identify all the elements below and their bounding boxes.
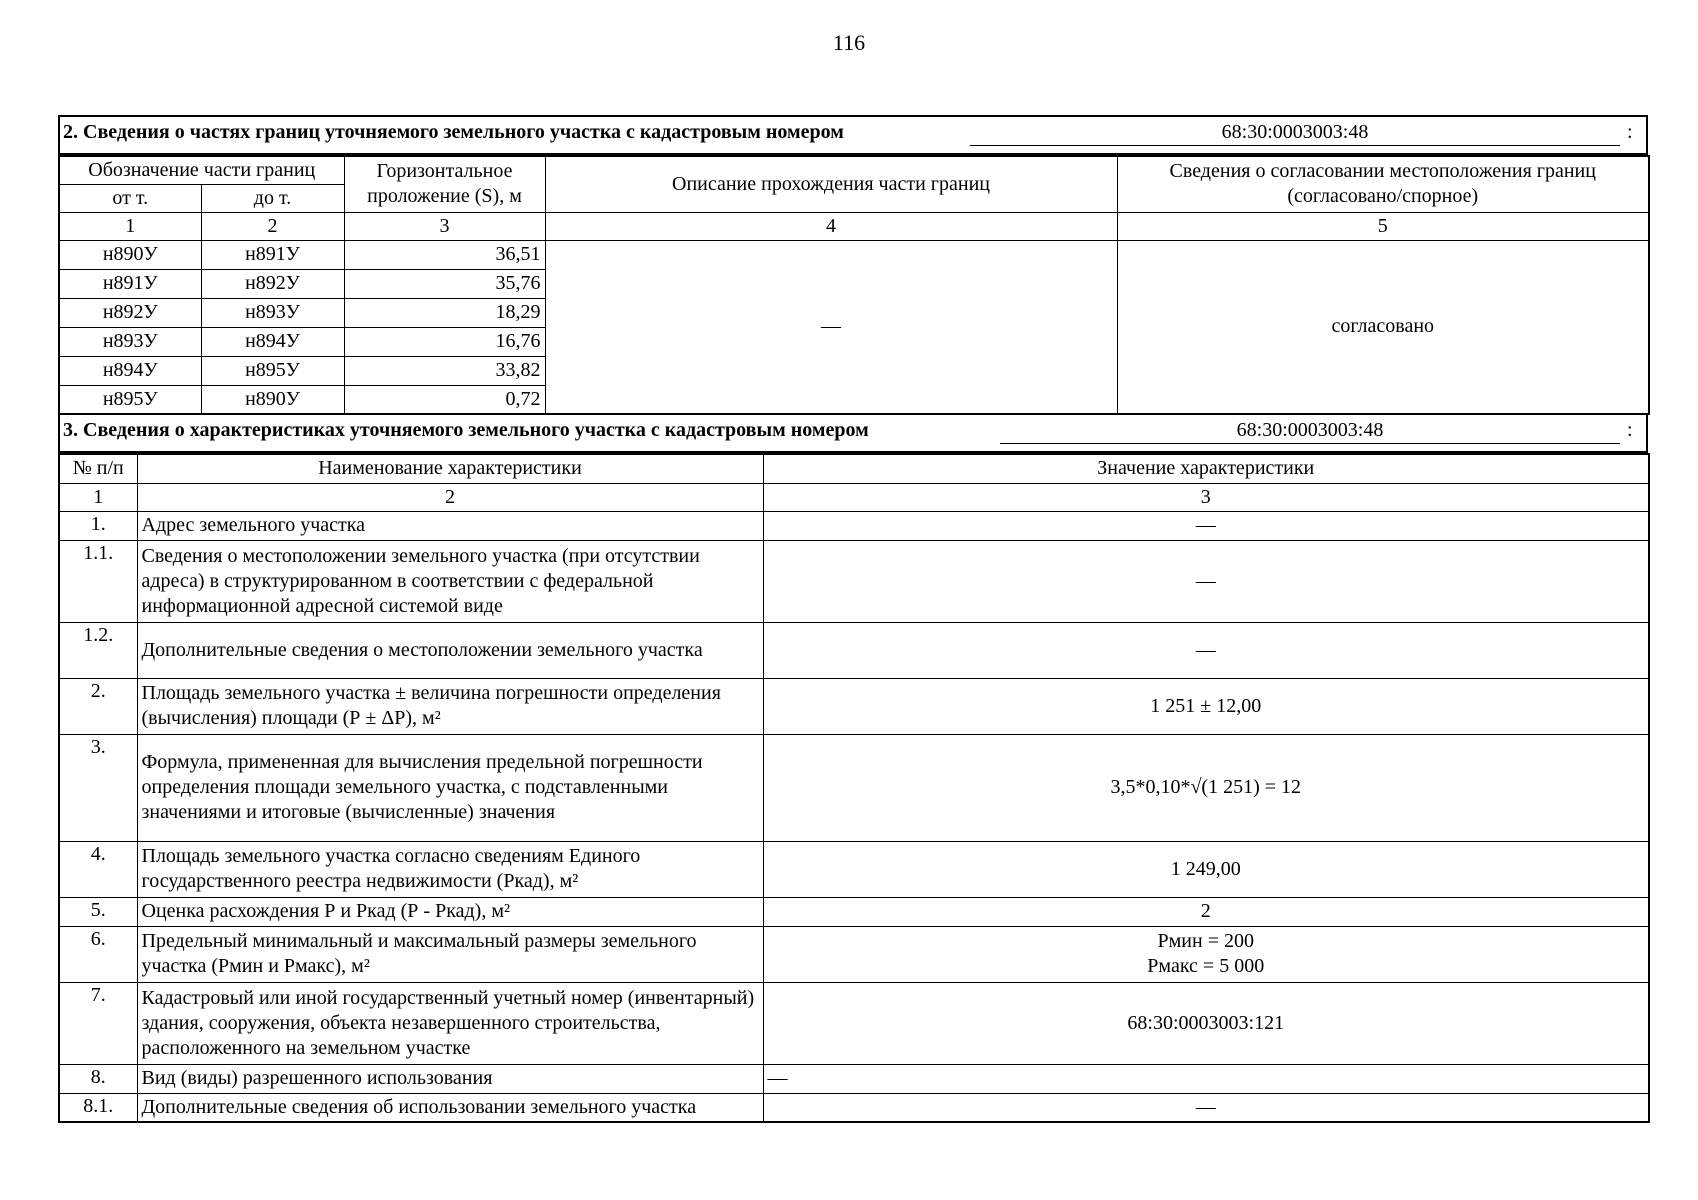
section2-cadastral-number: 68:30:0003003:48: [970, 119, 1620, 146]
characteristic-value: —: [763, 511, 1649, 540]
section2-title: 2. Сведения о частях границ уточняемого земельного участка с кадастровым номером: [63, 121, 844, 143]
characteristic-value: 1 249,00: [763, 841, 1649, 897]
table-row: [59, 240, 1649, 269]
characteristic-name: Дополнительные сведения об использовании земельного участка: [137, 1093, 763, 1122]
horizontal-distance: 33,82: [344, 356, 545, 385]
point-to: н894У: [201, 327, 344, 356]
characteristic-value-pair: [763, 926, 1649, 982]
horizontal-distance: 18,29: [344, 298, 545, 327]
table-row: [59, 734, 1649, 841]
row-number: 2.: [59, 678, 137, 734]
row-number: 4.: [59, 841, 137, 897]
header-name: Наименование характеристики: [137, 454, 763, 483]
approval-value: согласовано: [1117, 240, 1649, 414]
characteristic-name: Кадастровый или иной государственный учетный номер (инвентарный) здания, сооружения, объекта незавершенного строительства, расположенного на земельном участке: [137, 982, 763, 1064]
characteristic-value: 3,5*0,10*√(1 251) = 12: [763, 734, 1649, 841]
characteristic-name: Вид (виды) разрешенного использования: [137, 1064, 763, 1093]
characteristic-value: 2: [763, 897, 1649, 926]
section3-cadastral-number: 68:30:0003003:48: [1000, 417, 1620, 444]
header-designation: Обозначение части границ: [59, 156, 344, 184]
row-number: 6.: [59, 926, 137, 982]
characteristic-name: Дополнительные сведения о местоположении земельного участка: [137, 622, 763, 678]
description-value: —: [545, 240, 1117, 414]
characteristic-name: Площадь земельного участка согласно сведениям Единого государственного реестра недвижимости (Ркад), м²: [137, 841, 763, 897]
point-to: н892У: [201, 269, 344, 298]
row-number: 1.2.: [59, 622, 137, 678]
document-frame: [58, 115, 1648, 1123]
characteristic-value: 1 251 ± 12,00: [763, 678, 1649, 734]
col-number-2: 2: [137, 483, 763, 511]
characteristic-name: Площадь земельного участка ± величина погрешности определения (вычисления) площади (Р ± ΔР), м²: [137, 678, 763, 734]
characteristic-value: —: [763, 1093, 1649, 1122]
col-number-1: 1: [59, 212, 201, 240]
section3-title-row: [58, 415, 1648, 453]
col-number-3: 3: [763, 483, 1649, 511]
point-to: н890У: [201, 385, 344, 414]
header-approval: Сведения о согласовании местоположения границ (согласовано/спорное): [1117, 156, 1649, 212]
horizontal-distance: 36,51: [344, 240, 545, 269]
col-number-3: 3: [344, 212, 545, 240]
col-number-2: 2: [201, 212, 344, 240]
point-from: н891У: [59, 269, 201, 298]
characteristic-name: Оценка расхождения Р и Ркад (Р - Ркад), м²: [137, 897, 763, 926]
point-to: н895У: [201, 356, 344, 385]
point-from: н893У: [59, 327, 201, 356]
col-number-4: 4: [545, 212, 1117, 240]
table-row: [59, 841, 1649, 897]
point-from: н892У: [59, 298, 201, 327]
min-size-value: Рмин = 200: [1157, 930, 1254, 952]
characteristic-value: —: [763, 1064, 1649, 1093]
col-number-1: 1: [59, 483, 137, 511]
point-to: н893У: [201, 298, 344, 327]
row-number: 8.1.: [59, 1093, 137, 1122]
horizontal-distance: 35,76: [344, 269, 545, 298]
section2-colon: :: [1627, 121, 1633, 143]
characteristic-name: Предельный минимальный и максимальный размеры земельного участка (Рмин и Рмакс), м²: [137, 926, 763, 982]
horizontal-distance: 16,76: [344, 327, 545, 356]
header-value: Значение характеристики: [763, 454, 1649, 483]
table-row: [59, 511, 1649, 540]
section2-table: [58, 155, 1650, 415]
table-row: [59, 982, 1649, 1064]
header-to: до т.: [201, 184, 344, 212]
characteristic-value: —: [763, 622, 1649, 678]
row-number: 1.1.: [59, 540, 137, 622]
horizontal-distance: 0,72: [344, 385, 545, 414]
point-from: н894У: [59, 356, 201, 385]
header-from: от т.: [59, 184, 201, 212]
characteristic-name: Формула, примененная для вычисления предельной погрешности определения площади земельного участка, с подставленными значениями и итоговые (вычисленные) значения: [137, 734, 763, 841]
characteristic-name: Адрес земельного участка: [137, 511, 763, 540]
table-row: [59, 926, 1649, 982]
col-number-5: 5: [1117, 212, 1649, 240]
section3-title: 3. Сведения о характеристиках уточняемого земельного участка с кадастровым номером: [63, 419, 869, 441]
section3-colon: :: [1627, 419, 1633, 441]
section3-table: [58, 453, 1650, 1123]
max-size-value: Рмакс = 5 000: [1147, 955, 1265, 977]
page-number: 116: [832, 30, 866, 55]
characteristic-value: 68:30:0003003:121: [763, 982, 1649, 1064]
section2-title-row: [58, 115, 1648, 155]
table-row: [59, 678, 1649, 734]
table-row: [59, 1064, 1649, 1093]
row-number: 1.: [59, 511, 137, 540]
row-number: 5.: [59, 897, 137, 926]
point-from: н895У: [59, 385, 201, 414]
header-num: № п/п: [59, 454, 137, 483]
characteristic-name: Сведения о местоположении земельного участка (при отсутствии адреса) в структурированном в соответствии с федеральной информационной адресной системой виде: [137, 540, 763, 622]
row-number: 3.: [59, 734, 137, 841]
table-row: [59, 1093, 1649, 1122]
characteristic-value: —: [763, 540, 1649, 622]
header-horizontal: Горизонтальное проложение (S), м: [344, 156, 545, 212]
point-from: н890У: [59, 240, 201, 269]
table-row: [59, 622, 1649, 678]
row-number: 7.: [59, 982, 137, 1064]
table-row: [59, 897, 1649, 926]
table-row: [59, 540, 1649, 622]
header-description: Описание прохождения части границ: [545, 156, 1117, 212]
row-number: 8.: [59, 1064, 137, 1093]
point-to: н891У: [201, 240, 344, 269]
